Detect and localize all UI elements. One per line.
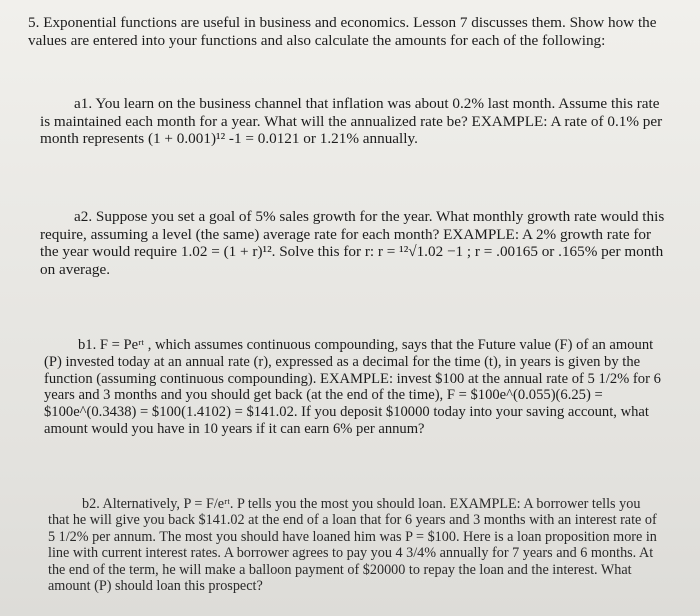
question-b2: b2. Alternatively, P = F/eʳᵗ. P tells you the most you should loan. EXAMPLE: A borrower tells you that he will give you back $141.02 at the end of a loan that for 6 years and 3 months with an interest rate of 5 1/2% per annum. The most you should have loaned him was P = $100. Here is a loan proposition more in line with current interest rates. A borrower agrees to pay you 4 3/4% annually for 7 years and 6 months. At the end of the term, he will make a balloon payment of $20000 to repay the loan and the interest. What amount (P) should loan this prospect? — [48, 496, 657, 595]
question-a1: a1. You learn on the business channel that inflation was about 0.2% last month. Assume this rate is maintained each month for a year. What will the annualized rate be? EXAMPLE: A rate of 0.1% per month represents (1 + 0.001)¹² -1 = 0.0121 or 1.21% annually. — [40, 95, 663, 147]
question-b1: b1. F = Peʳᵗ , which assumes continuous compounding, says that the Future value (F) of an amount (P) invested today at an annual rate (r), expressed as a decimal for the time (t), in years is given by the function (assuming continuous compounding). EXAMPLE: invest $100 at the annual rate of 5 1/2% for 6 years and 3 months and you should get back (at the end of the time), F = $100e^(0.055)(6.25) = $100e^(0.3438) = $100(1.4102) = $141.02. If you deposit $10000 today into your saving account, what amount would you have in 10 years if it can earn 6% per annum? — [44, 337, 661, 437]
question-5-intro: 5. Exponential functions are useful in business and economics. Lesson 7 discusses them. Show how the values are entered into your functions and also calculate the amounts for each of the following: — [28, 14, 657, 49]
question-a2: a2. Suppose you set a goal of 5% sales growth for the year. What monthly growth rate would this require, assuming a level (the same) average rate for each month? EXAMPLE: A 2% growth rate for the year would require 1.02 = (1 + r)¹². Solve this for r: r = ¹²√1.02 −1 ; r = .00165 or .165% per month on average. — [40, 208, 665, 278]
